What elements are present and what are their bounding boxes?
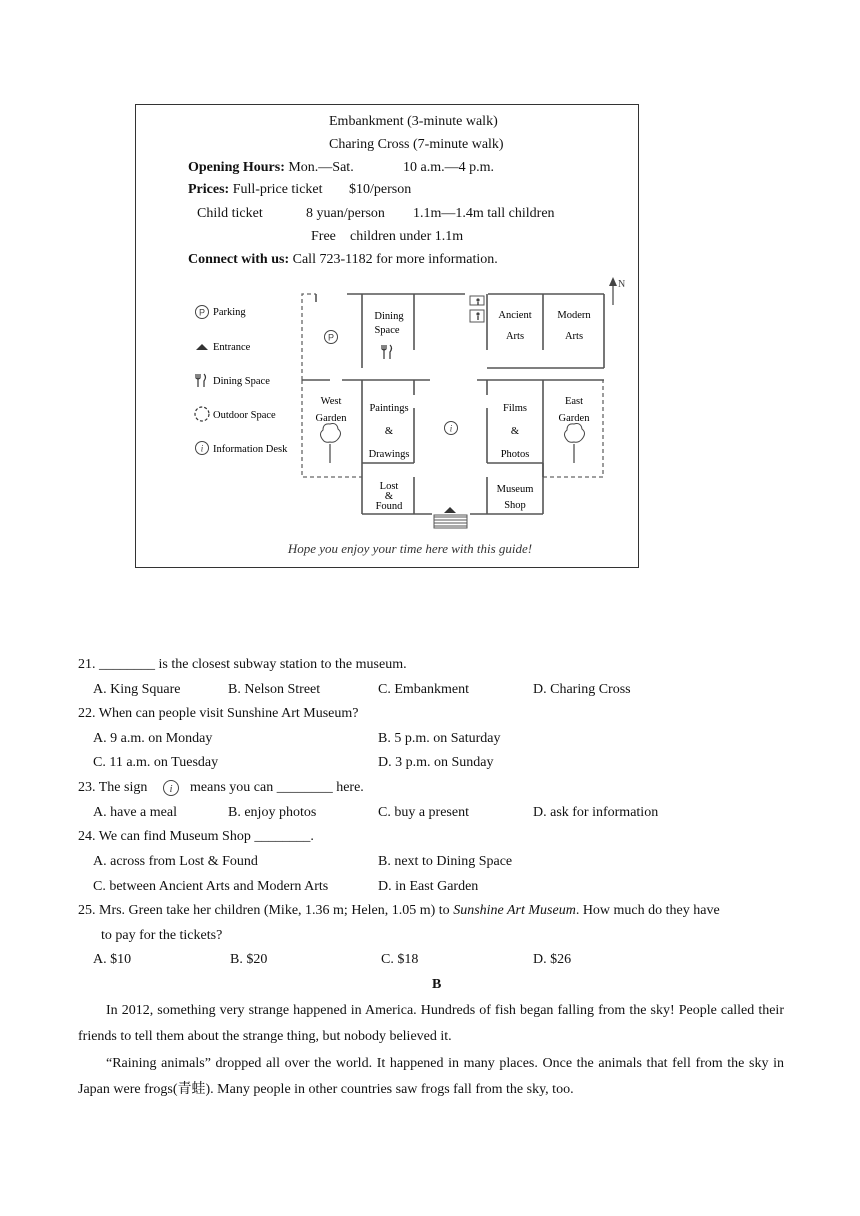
north-label: N [618, 279, 626, 290]
free-label: Free [311, 229, 336, 244]
room-lost-found-line1: Lost [379, 481, 399, 492]
q24-option-a: A. across from Lost & Found [93, 854, 258, 869]
q22-option-c: C. 11 a.m. on Tuesday [93, 755, 219, 770]
information-icon [196, 442, 209, 455]
section-b-paragraph-2: “Raining animals” dropped all over the world. It happened in many places. Once the animals that fell from the sky in Japan were frogs(青蛙). Many people in other countries saw frogs fall from the sky, too. [78, 1056, 784, 1097]
q21-option-c: C. Embankment [378, 682, 469, 697]
question-23-part2: means you can ________ here. [190, 780, 364, 795]
room-paintings-line2: & [384, 426, 394, 437]
q21-option-a: A. King Square [93, 682, 181, 697]
map-information-icon [445, 422, 458, 435]
prices-label: Prices: [188, 182, 230, 197]
guide-footer: Hope you enjoy your time here with this guide! [287, 541, 533, 556]
entrance-icon [196, 344, 208, 350]
restroom-icon [470, 296, 484, 322]
station-charing-cross: Charing Cross (7-minute walk) [329, 137, 504, 152]
room-museum-shop-line2: Shop [504, 500, 526, 511]
station-embankment: Embankment (3-minute walk) [329, 114, 498, 129]
q23-option-b: B. enjoy photos [228, 805, 317, 820]
question-22: 22. When can people visit Sunshine Art Museum? [78, 706, 359, 721]
section-b-heading: B [432, 977, 442, 992]
q25-option-d: D. $26 [533, 952, 572, 967]
room-ancient-arts-line1: Ancient [498, 310, 532, 321]
q25-option-c: C. $18 [381, 952, 419, 967]
room-ancient-arts-line2: Arts [505, 331, 525, 342]
room-modern-arts-line1: Modern [557, 310, 591, 321]
opening-time: 10 a.m.—4 p.m. [403, 160, 494, 175]
map-parking-icon [325, 331, 338, 344]
building-walls [302, 294, 604, 514]
child-ticket-height: 1.1m—1.4m tall children [413, 206, 555, 221]
q23-option-a: A. have a meal [93, 805, 177, 820]
full-price-amount: $10/person [349, 182, 412, 197]
svg-text:i: i [200, 443, 204, 454]
map-entrance-icon [434, 507, 467, 528]
q23-option-d: D. ask for information [533, 805, 659, 820]
room-lost-found-line3: Found [375, 501, 403, 512]
room-lost-found-line2: & [384, 491, 394, 502]
svg-text:i: i [449, 423, 453, 434]
room-museum-shop-line1: Museum [496, 484, 534, 495]
legend-dining: Dining Space [213, 376, 270, 387]
museum-map [0, 0, 860, 600]
east-garden-outline [543, 380, 603, 477]
q24-option-c: C. between Ancient Arts and Modern Arts [93, 879, 329, 894]
q22-option-d: D. 3 p.m. on Sunday [378, 755, 494, 770]
q25-option-a: A. $10 [93, 952, 132, 967]
q22-option-b: B. 5 p.m. on Saturday [378, 731, 501, 746]
room-paintings-line3: Drawings [368, 449, 410, 460]
east-garden-line1: East [564, 396, 584, 407]
question-21: 21. ________ is the closest subway station to the museum. [78, 657, 407, 672]
question-25-museum-name: Sunshine Art Museum [453, 903, 576, 918]
contact-value: Call 723-1182 for more information. [292, 252, 498, 267]
q24-option-d: D. in East Garden [378, 879, 479, 894]
question-23-info-icon [160, 779, 182, 797]
west-garden-tree-icon [321, 424, 341, 463]
map-dining-icon [382, 345, 392, 359]
room-films-line2: & [510, 426, 520, 437]
legend-entrance: Entrance [213, 342, 251, 353]
west-garden-outline [302, 380, 362, 477]
q21-option-d: D. Charing Cross [533, 682, 631, 697]
question-25-part1: 25. Mrs. Green take her children (Mike, 1.36 m; Helen, 1.05 m) to [78, 903, 450, 918]
north-arrow-icon [609, 277, 617, 305]
dining-icon [196, 374, 206, 387]
legend-info: Information Desk [213, 444, 288, 455]
opening-hours-label: Opening Hours: [188, 160, 285, 175]
contact-label: Connect with us: [188, 252, 290, 267]
east-garden-tree-icon [565, 424, 585, 463]
free-detail: children under 1.1m [350, 229, 464, 244]
parking-outline [302, 294, 316, 380]
room-paintings-line1: Paintings [369, 403, 409, 414]
west-garden-line1: West [320, 396, 342, 407]
q25-option-b: B. $20 [230, 952, 268, 967]
room-dining-space-line1: Dining [374, 311, 404, 322]
svg-text:P: P [327, 332, 335, 343]
east-garden-line2: Garden [558, 413, 590, 424]
question-24: 24. We can find Museum Shop ________. [78, 829, 314, 844]
opening-days: Mon.—Sat. [288, 160, 354, 175]
west-garden-line2: Garden [315, 413, 347, 424]
child-ticket-label: Child ticket [197, 206, 263, 221]
svg-text:i: i [169, 783, 173, 795]
q23-option-c: C. buy a present [378, 805, 469, 820]
room-films-line3: Photos [500, 449, 530, 460]
full-price-label: Full-price ticket [232, 182, 323, 197]
room-dining-space-line2: Space [374, 325, 400, 336]
room-films-line1: Films [503, 403, 527, 414]
question-23-part1: 23. The sign [78, 780, 148, 795]
legend-outdoor: Outdoor Space [213, 410, 276, 421]
outdoor-space-icon [195, 407, 209, 421]
question-25-line2: to pay for the tickets? [101, 928, 223, 943]
section-b-paragraph-1: In 2012, something very strange happened in America. Hundreds of fish began falling from the sky! People called their friends to tell them about the strange thing, but nobody believed it. [78, 1003, 784, 1044]
question-25-part2: . How much do they have [575, 903, 720, 918]
child-ticket-amount: 8 yuan/person [306, 206, 385, 221]
legend-parking: Parking [213, 307, 246, 318]
svg-text:P: P [198, 307, 206, 318]
q21-option-b: B. Nelson Street [228, 682, 321, 697]
question-25 [78, 903, 720, 919]
q22-option-a: A. 9 a.m. on Monday [93, 731, 213, 746]
q24-option-b: B. next to Dining Space [378, 854, 513, 869]
parking-icon [196, 306, 209, 319]
room-modern-arts-line2: Arts [564, 331, 584, 342]
